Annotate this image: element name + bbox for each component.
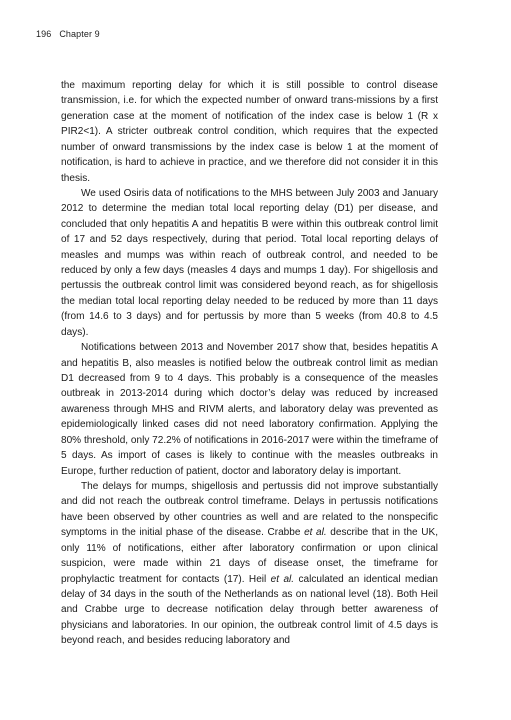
citation-et-al-heil: et al. bbox=[270, 573, 295, 585]
page-number: 196 bbox=[36, 29, 52, 39]
paragraph-4-part-1: The delays for mumps, shigellosis and pertussis did not improve substantially and did not reach the outbreak control timeframe. Delays in pertussis notifications have been observed by other countries as well and are related to the nonspecific symptoms in the initial phase of the disease. Crabbe bbox=[61, 480, 438, 539]
citation-et-al-crabbe: et al. bbox=[304, 527, 327, 539]
paragraph-4 bbox=[61, 479, 438, 649]
chapter-title: Chapter 9 bbox=[59, 29, 100, 39]
running-header bbox=[36, 29, 100, 39]
paragraph-4-part-2: describe that in the UK, only 11% of notifications, either after laboratory confirmation or upon clinical suspicion, were made within 21 days of disease onset, the timeframe for prophylactic treatment for contacts (17). Heil bbox=[61, 527, 438, 585]
paragraph-2: We used Osiris data of notifications to the MHS between July 2003 and January 2012 to determine the median total local reporting delay (D1) per disease, and concluded that only hepatitis A and hepatitis B were within this outbreak control limit of 17 and 52 days respectively, during that period. Total local reporting delays of measles and mumps was within reach of outbreak control, and needed to be reduced by only a few days (measles 4 days and mumps 1 day). For shigellosis and pertussis the outbreak control limit was considered beyond reach, as for shigellosis the median total local reporting delay needed to be reduced by more than 11 days (from 14.6 to 3 days) and for pertussis by more than 5 weeks (from 40.8 to 4.5 days). bbox=[61, 187, 438, 338]
body-text bbox=[61, 78, 438, 649]
paragraph-1: the maximum reporting delay for which it is still possible to control disease transmission, i.e. for which the expected number of onward trans-missions by a first generation case at the moment of notification of the index case is below 1 (R x PIR2<1). A stricter outbreak control condition, which requires that the expected number of onward transmissions by the index case is below 1 at the moment of notification, is hard to achieve in practice, and we therefore did not consider it in this thesis. bbox=[61, 80, 438, 184]
paragraph-4-part-3: calculated an identical median delay of 34 days in the south of the Netherlands as on national level (18). Both Heil and Crabbe urge to decrease notification delay through better awareness of physicians and laboratories. In our opinion, the outbreak control limit of 4.5 days is beyond reach, and besides reducing laboratory and bbox=[61, 573, 438, 647]
paragraph-3: Notifications between 2013 and November 2017 show that, besides hepatitis A and hepatitis B, also measles is notified below the outbreak control limit as median D1 decreased from 9 to 4 days. This probably is a consequence of the measles outbreak in 2013-2014 during which doctor’s delay was reduced by increased awareness through MHS and RIVM alerts, and laboratory delay was prevented as epidemiologically linked cases did not need laboratory confirmation. Applying the 80% threshold, only 72.2% of notifications in 2016-2017 were within the timeframe of 5 days. As import of cases is likely to continue with the measles outbreaks in Europe, further reduction of patient, doctor and laboratory delay is important. bbox=[61, 342, 438, 477]
